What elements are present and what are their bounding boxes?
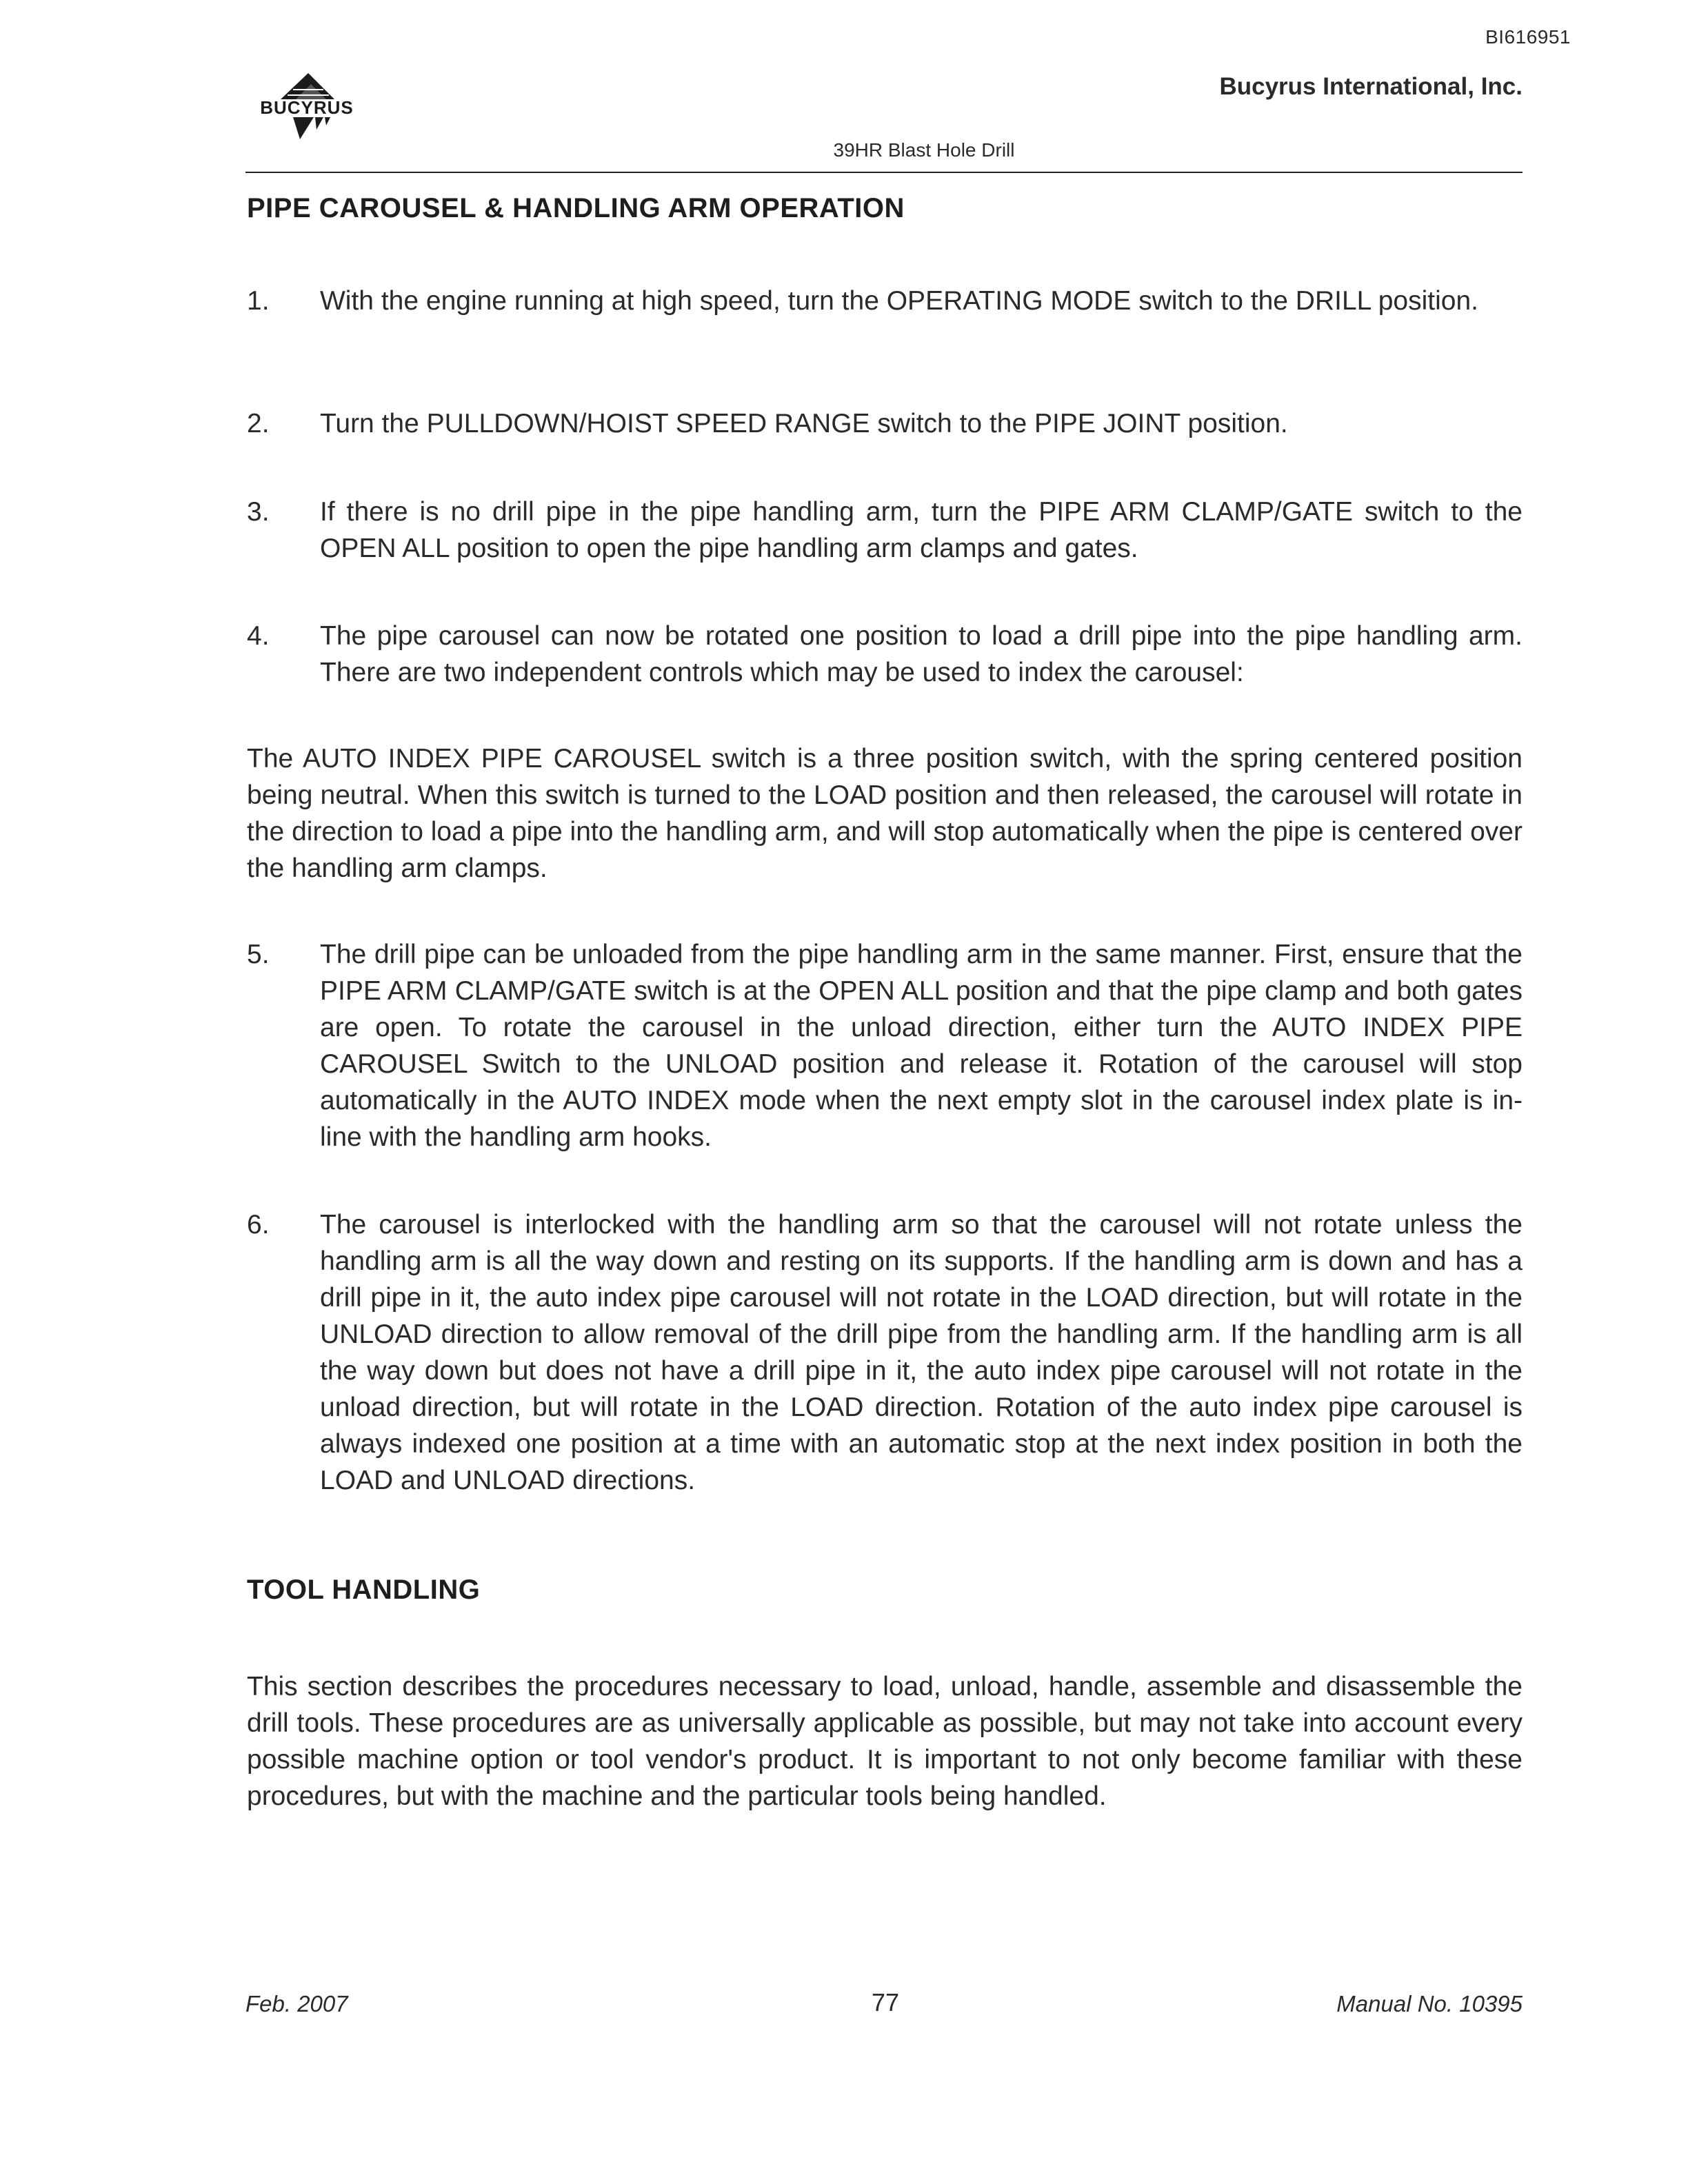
list-item	[247, 1206, 1523, 1499]
header-divider	[245, 172, 1523, 173]
logo-wordmark: BUCYRUS	[260, 97, 354, 118]
tool-handling-paragraph: This section describes the procedures necessary to load, unload, handle, assemble and disassemble the drill tools. These procedures are as universally applicable as possible, but may not take into account every possible machine option or tool vendor's product. It is important to not only become familiar with these procedures, but with the machine and the particular tools being handled.	[247, 1672, 1523, 1811]
page-number: 77	[871, 1988, 900, 2016]
list-item-number: 4.	[247, 621, 270, 651]
list-item-number: 3.	[247, 497, 270, 527]
list-item-text: Turn the PULLDOWN/HOIST SPEED RANGE switch to the PIPE JOINT position.	[320, 409, 1288, 438]
company-name: Bucyrus International, Inc.	[1219, 73, 1523, 100]
document-id: BI616951	[1485, 26, 1571, 48]
list-item-text: The pipe carousel can now be rotated one position to load a drill pipe into the pipe handling arm. There are two independent controls which may be used to index the carousel:	[320, 621, 1523, 687]
section-heading-pipe-carousel: PIPE CAROUSEL & HANDLING ARM OPERATION	[247, 193, 905, 223]
list-item-number: 5.	[247, 940, 270, 969]
auto-index-paragraph: The AUTO INDEX PIPE CAROUSEL switch is a three position switch, with the spring centered position being neutral. When this switch is turned to the LOAD position and then released, the carousel will rotate in the direction to load a pipe into the handling arm, and will stop automatically when the pipe is centered over the handling arm clamps.	[247, 744, 1523, 883]
list-item-number: 1.	[247, 286, 270, 316]
list-item	[247, 618, 1523, 691]
footer-date: Feb. 2007	[245, 1991, 348, 2016]
list-item-number: 6.	[247, 1210, 270, 1240]
list-item	[247, 936, 1523, 1155]
manual-number: Manual No. 10395	[1336, 1991, 1523, 2016]
document-subtitle: 39HR Blast Hole Drill	[833, 139, 1015, 161]
list-item-text: If there is no drill pipe in the pipe handling arm, turn the PIPE ARM CLAMP/GATE switch to the OPEN ALL position to open the pipe handling arm clamps and gates.	[320, 497, 1523, 563]
list-item	[247, 283, 1523, 319]
list-item-text: With the engine running at high speed, turn the OPERATING MODE switch to the DRILL position.	[320, 286, 1478, 316]
list-item-number: 2.	[247, 409, 270, 438]
list-item	[247, 405, 1523, 442]
section-heading-tool-handling: TOOL HANDLING	[247, 1575, 481, 1605]
list-item-text: The drill pipe can be unloaded from the pipe handling arm in the same manner. First, ensure that the PIPE ARM CLAMP/GATE switch is at the OPEN ALL position and that the pipe clamp and both gates are open. To rotate the carousel in the unload direction, either turn the AUTO INDEX PIPE CAROUSEL Switch to the UNLOAD position and release it. Rotation of the carousel will stop automatically in the AUTO INDEX mode when the next empty slot in the carousel index plate is in-line with the handling arm hooks.	[320, 940, 1523, 1152]
list-item-text: The carousel is interlocked with the handling arm so that the carousel will not rotate unless the handling arm is all the way down and resting on its supports. If the handling arm is down and has a drill pipe in it, the auto index pipe carousel will not rotate in the LOAD direction, but will rotate in the UNLOAD direction to allow removal of the drill pipe from the handling arm. If the handling arm is all the way down but does not have a drill pipe in it, the auto index pipe carousel will not rotate in the unload direction, but will rotate in the LOAD direction. Rotation of the auto index pipe carousel is always indexed one position at a time with an automatic stop at the next index position in both the LOAD and UNLOAD directions.	[320, 1210, 1523, 1495]
list-item	[247, 494, 1523, 567]
